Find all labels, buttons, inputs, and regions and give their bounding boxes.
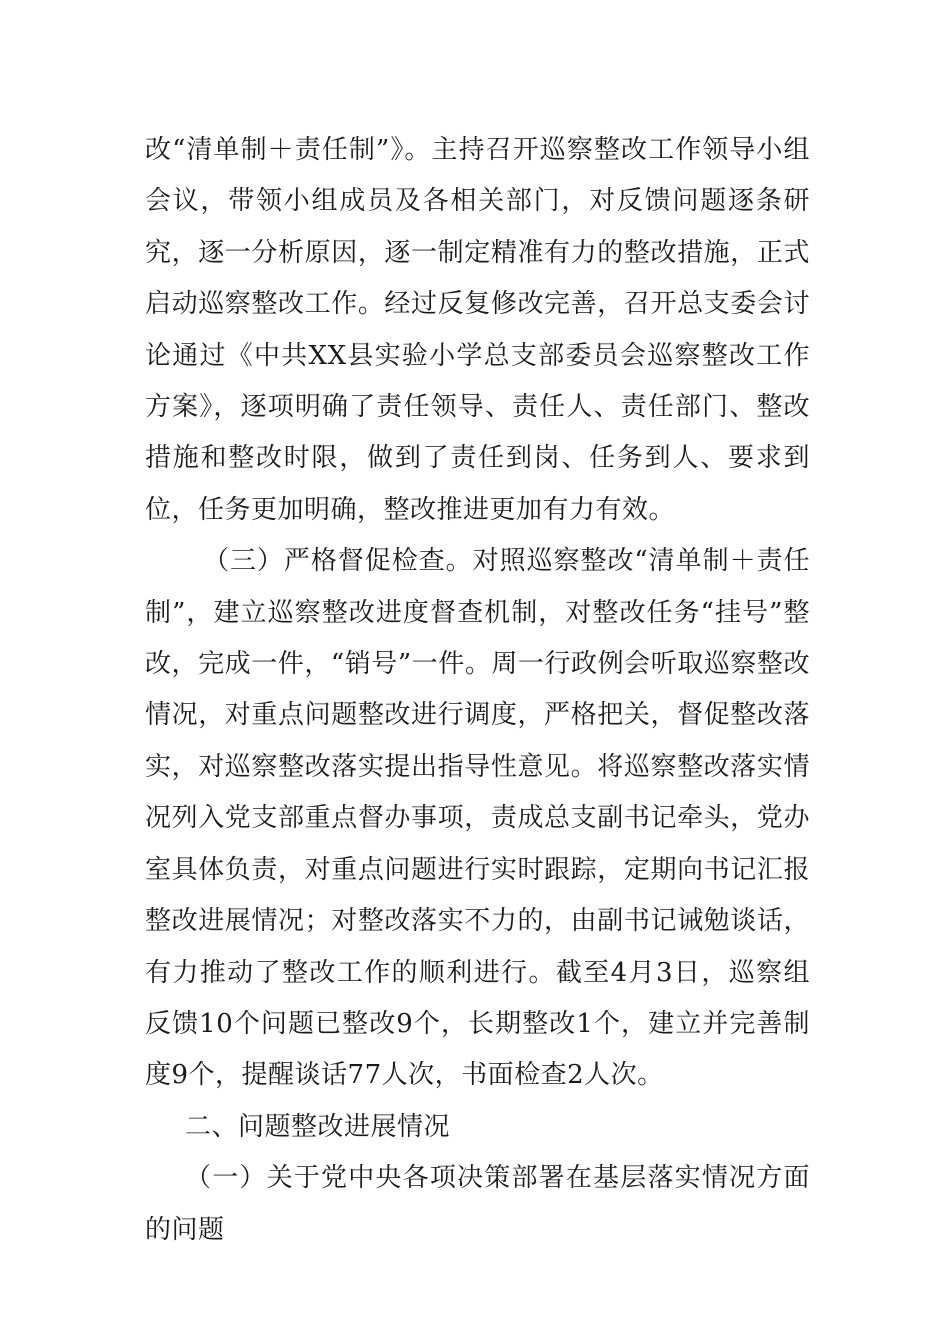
subsection-heading-decisions: （一）关于党中央各项决策部署在基层落实情况方面的问题 bbox=[145, 1163, 810, 1245]
paragraph-strict-supervision: （三）严格督促检查。对照巡察整改“清单制＋责任制”，建立巡察整改进度督查机制，对整改任务“挂号”整改，完成一件，“销号”一件。周一行政例会听取巡察整改情况，对重点问题整改进行调度，严格把关，督促整改落实，对巡察整改落实提出指导性意见。将巡察整改落实情况列入党支部重点督办事项，责成总支副书记牵头，党办室具体负责，对重点问题进行实时跟踪，定期向书记汇报整改进展情况；对整改落实不力的，由副书记诫勉谈话，有力推动了整改工作的顺利进行。截至4月3日，巡察组反馈10个问题已整改9个，长期整改1个，建立并完善制度9个，提醒谈话77人次，书面检查2人次。 bbox=[145, 546, 810, 1091]
document-body bbox=[145, 125, 810, 1256]
section-heading-progress: 二、问题整改进展情况 bbox=[185, 1111, 451, 1142]
paragraph-continuation: 改“清单制＋责任制”》。主持召开巡察整改工作领导小组会议，带领小组成员及各相关部门，对反馈问题逐条研究，逐一分析原因，逐一制定精准有力的整改措施，正式启动巡察整改工作。经过反复修改完善，召开总支委会讨论通过《中共XX县实验小学总支部委员会巡察整改工作方案》，逐项明确了责任领导、责任人、责任部门、整改措施和整改时限，做到了责任到岗、任务到人、要求到位，任务更加明确，整改推进更加有力有效。 bbox=[145, 135, 810, 525]
